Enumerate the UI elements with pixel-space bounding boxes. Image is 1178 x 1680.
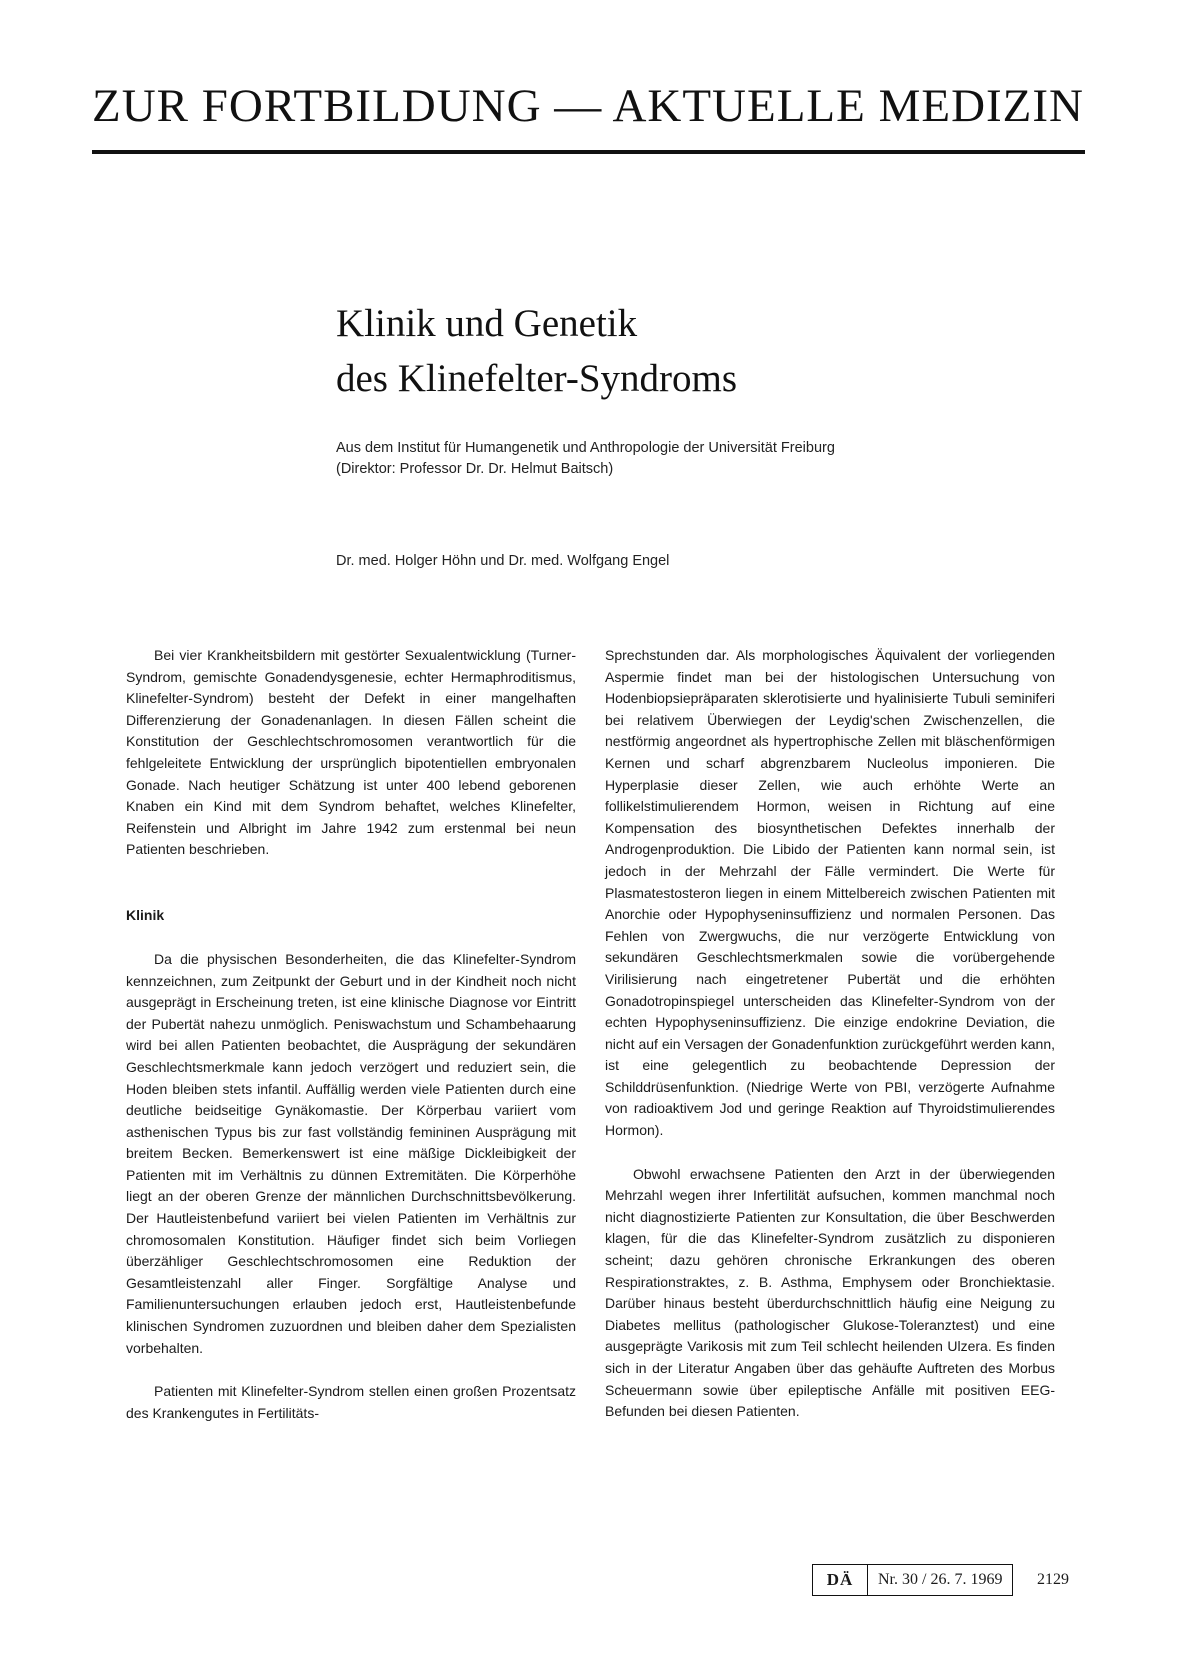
section-heading-klinik: Klinik	[126, 906, 165, 923]
intro-paragraph: Bei vier Krankheitsbildern mit gestörter Sexualentwicklung (Turner-Syndrom, gemischte Gonadendysgenesie, echter Hermaphroditismus, Klinefelter-Syndrom) besteht der Defekt in einer mangelhaften Differenzierung der Gonadenanlagen. In diesen Fällen scheint die Konstitution der Geschlechtschromosomen verantwortlich für die fehlgeleitete Entwicklung der ursprünglich bipotentiellen embryonalen Gonade. Nach heutiger Schätzung ist unter 400 lebend geborenen Knaben ein Kind mit dem Syndrom behaftet, welches Klinefelter, Reifenstein und Albright im Jahre 1942 zum erstenmal bei neun Patienten beschrieben.	[126, 647, 576, 858]
right-paragraph-1: Sprechstunden dar. Als morphologisches Äquivalent der vorliegenden Aspermie findet man bei der histologischen Untersuchung von Hodenbiopsiepräparaten sklerotisierte und hyalinisierte Tubuli seminiferi bei relativem Überwiegen der Leydig'schen Zwischenzellen, die nestförmig angeordnet als hypertrophische Zellen mit bläschenförmigen Kernen und scharf abgrenzbarem Nucleolus imponieren. Die Hyperplasie dieser Zellen, wie auch erhöhte Werte an follikelstimulierendem Hormon, weisen in Richtung auf eine Kompensation des biosynthetischen Defektes innerhalb der Androgenproduktion. Die Libido der Patienten kann normal sein, ist jedoch in der Mehrzahl der Fälle vermindert. Die Werte für Plasmatestosteron liegen in einem Mittelbereich zwischen Patienten mit Anorchie oder Hypophyseninsuffizienz und normalen Personen. Das Fehlen von Zwergwuchs, die nur verzögerte Entwicklung von sekundären Geschlechtsmerkmalen sowie die vorübergehende Virilisierung nach eingetretener Pubertät und die erhöhten Gonadotropinspiegel unterscheiden das Klinefelter-Syndrom von der echten Hypophyseninsuffizienz. Die einzige endokrine Deviation, die nicht auf ein Versagen der Gonadenfunktion zurückgeführt werden kann, ist eine gelegentlich zu beobachtende Depression der Schilddrüsenfunktion. (Niedrige Werte von PBI, verzögerte Aufnahme von radioaktivem Jod und geringe Reaktion auf Thyroidstimulierendes Hormon).	[605, 647, 1055, 1139]
journal-issue-box	[812, 1564, 1013, 1596]
section-header-title: ZUR FORTBILDUNG — AKTUELLE MEDIZIN	[92, 80, 1084, 132]
affiliation-line-1: Aus dem Institut für Humangenetik und Anthropologie der Universität Freiburg	[336, 440, 835, 456]
left-column	[126, 645, 576, 1424]
klinik-paragraph-2: Patienten mit Klinefelter-Syndrom stellen einen großen Prozentsatz des Krankengutes in Fertilitäts-	[126, 1383, 576, 1421]
affiliation-line-2: (Direktor: Professor Dr. Dr. Helmut Baitsch)	[336, 461, 614, 477]
article-title-line-2: des Klinefelter-Syndroms	[336, 357, 738, 400]
authors: Dr. med. Holger Höhn und Dr. med. Wolfgang Engel	[336, 553, 670, 569]
affiliation	[336, 438, 1076, 480]
klinik-paragraph-1: Da die physischen Besonderheiten, die das Klinefelter-Syndrom kennzeichnen, zum Zeitpunkt der Geburt und in der Kindheit noch nicht ausgeprägt in Erscheinung treten, ist eine klinische Diagnose vor Eintritt der Pubertät nahezu unmöglich. Peniswachstum und Schambehaarung wird bei allen Patienten beobachtet, die Ausprägung der sekundären Geschlechtsmerkmale kann jedoch verzögert und reduziert sein, die Hoden bleiben stets infantil. Auffällig werden viele Patienten durch eine deutliche beidseitige Gynäkomastie. Der Körperbau variiert vom asthenischen Typus bis zur fast vollständig femininen Ausprägung mit breitem Becken. Bemerkenswert ist eine mäßige Dickleibigkeit der Patienten mit im Verhältnis zu dünnen Extremitäten. Die Körperhöhe liegt an der oberen Grenze der männlichen Durchschnittsbevölkerung. Der Hautleistenbefund variiert bei vielen Patienten im Verhältnis zur chromosomalen Konstitution. Häufiger findet sich beim Vorliegen überzähliger Geschlechtschromosomen eine Reduktion der Gesamtleistenzahl aller Finger. Sorgfältige Analyse und Familienuntersuchungen erlauben jedoch erst, Hautleistenbefunde klinischen Syndromen zuzuordnen und bleiben daher dem Spezialisten vorbehalten.	[126, 950, 576, 1356]
article-title	[336, 296, 1096, 406]
right-column	[605, 645, 1055, 1423]
journal-logo: DÄ	[813, 1565, 868, 1595]
issue-info: Nr. 30 / 26. 7. 1969	[878, 1571, 1003, 1588]
header-rule	[92, 150, 1085, 154]
right-paragraph-2: Obwohl erwachsene Patienten den Arzt in der überwiegenden Mehrzahl wegen ihrer Infertilität aufsuchen, kommen manchmal noch nicht diagnostizierte Patienten zur Konsultation, die über Beschwerden klagen, für die das Klinefelter-Syndrom zusätzlich zu disponieren scheint; dazu gehören chronische Erkrankungen des oberen Respirationstraktes, z. B. Asthma, Emphysem oder Bronchiektasie. Darüber hinaus besteht überdurchschnittlich häufig eine Neigung zu Diabetes mellitus (pathologischer Glukose-Toleranztest) und eine ausgeprägte Varikosis mit zum Teil schlecht heilenden Ulzera. Es finden sich in der Literatur Angaben über das gehäufte Auftreten des Morbus Scheuermann sowie über epileptische Anfälle mit positiven EEG-Befunden bei diesen Patienten.	[605, 1165, 1055, 1420]
article-title-line-1: Klinik und Genetik	[336, 302, 638, 345]
page-number: 2129	[1037, 1571, 1069, 1588]
